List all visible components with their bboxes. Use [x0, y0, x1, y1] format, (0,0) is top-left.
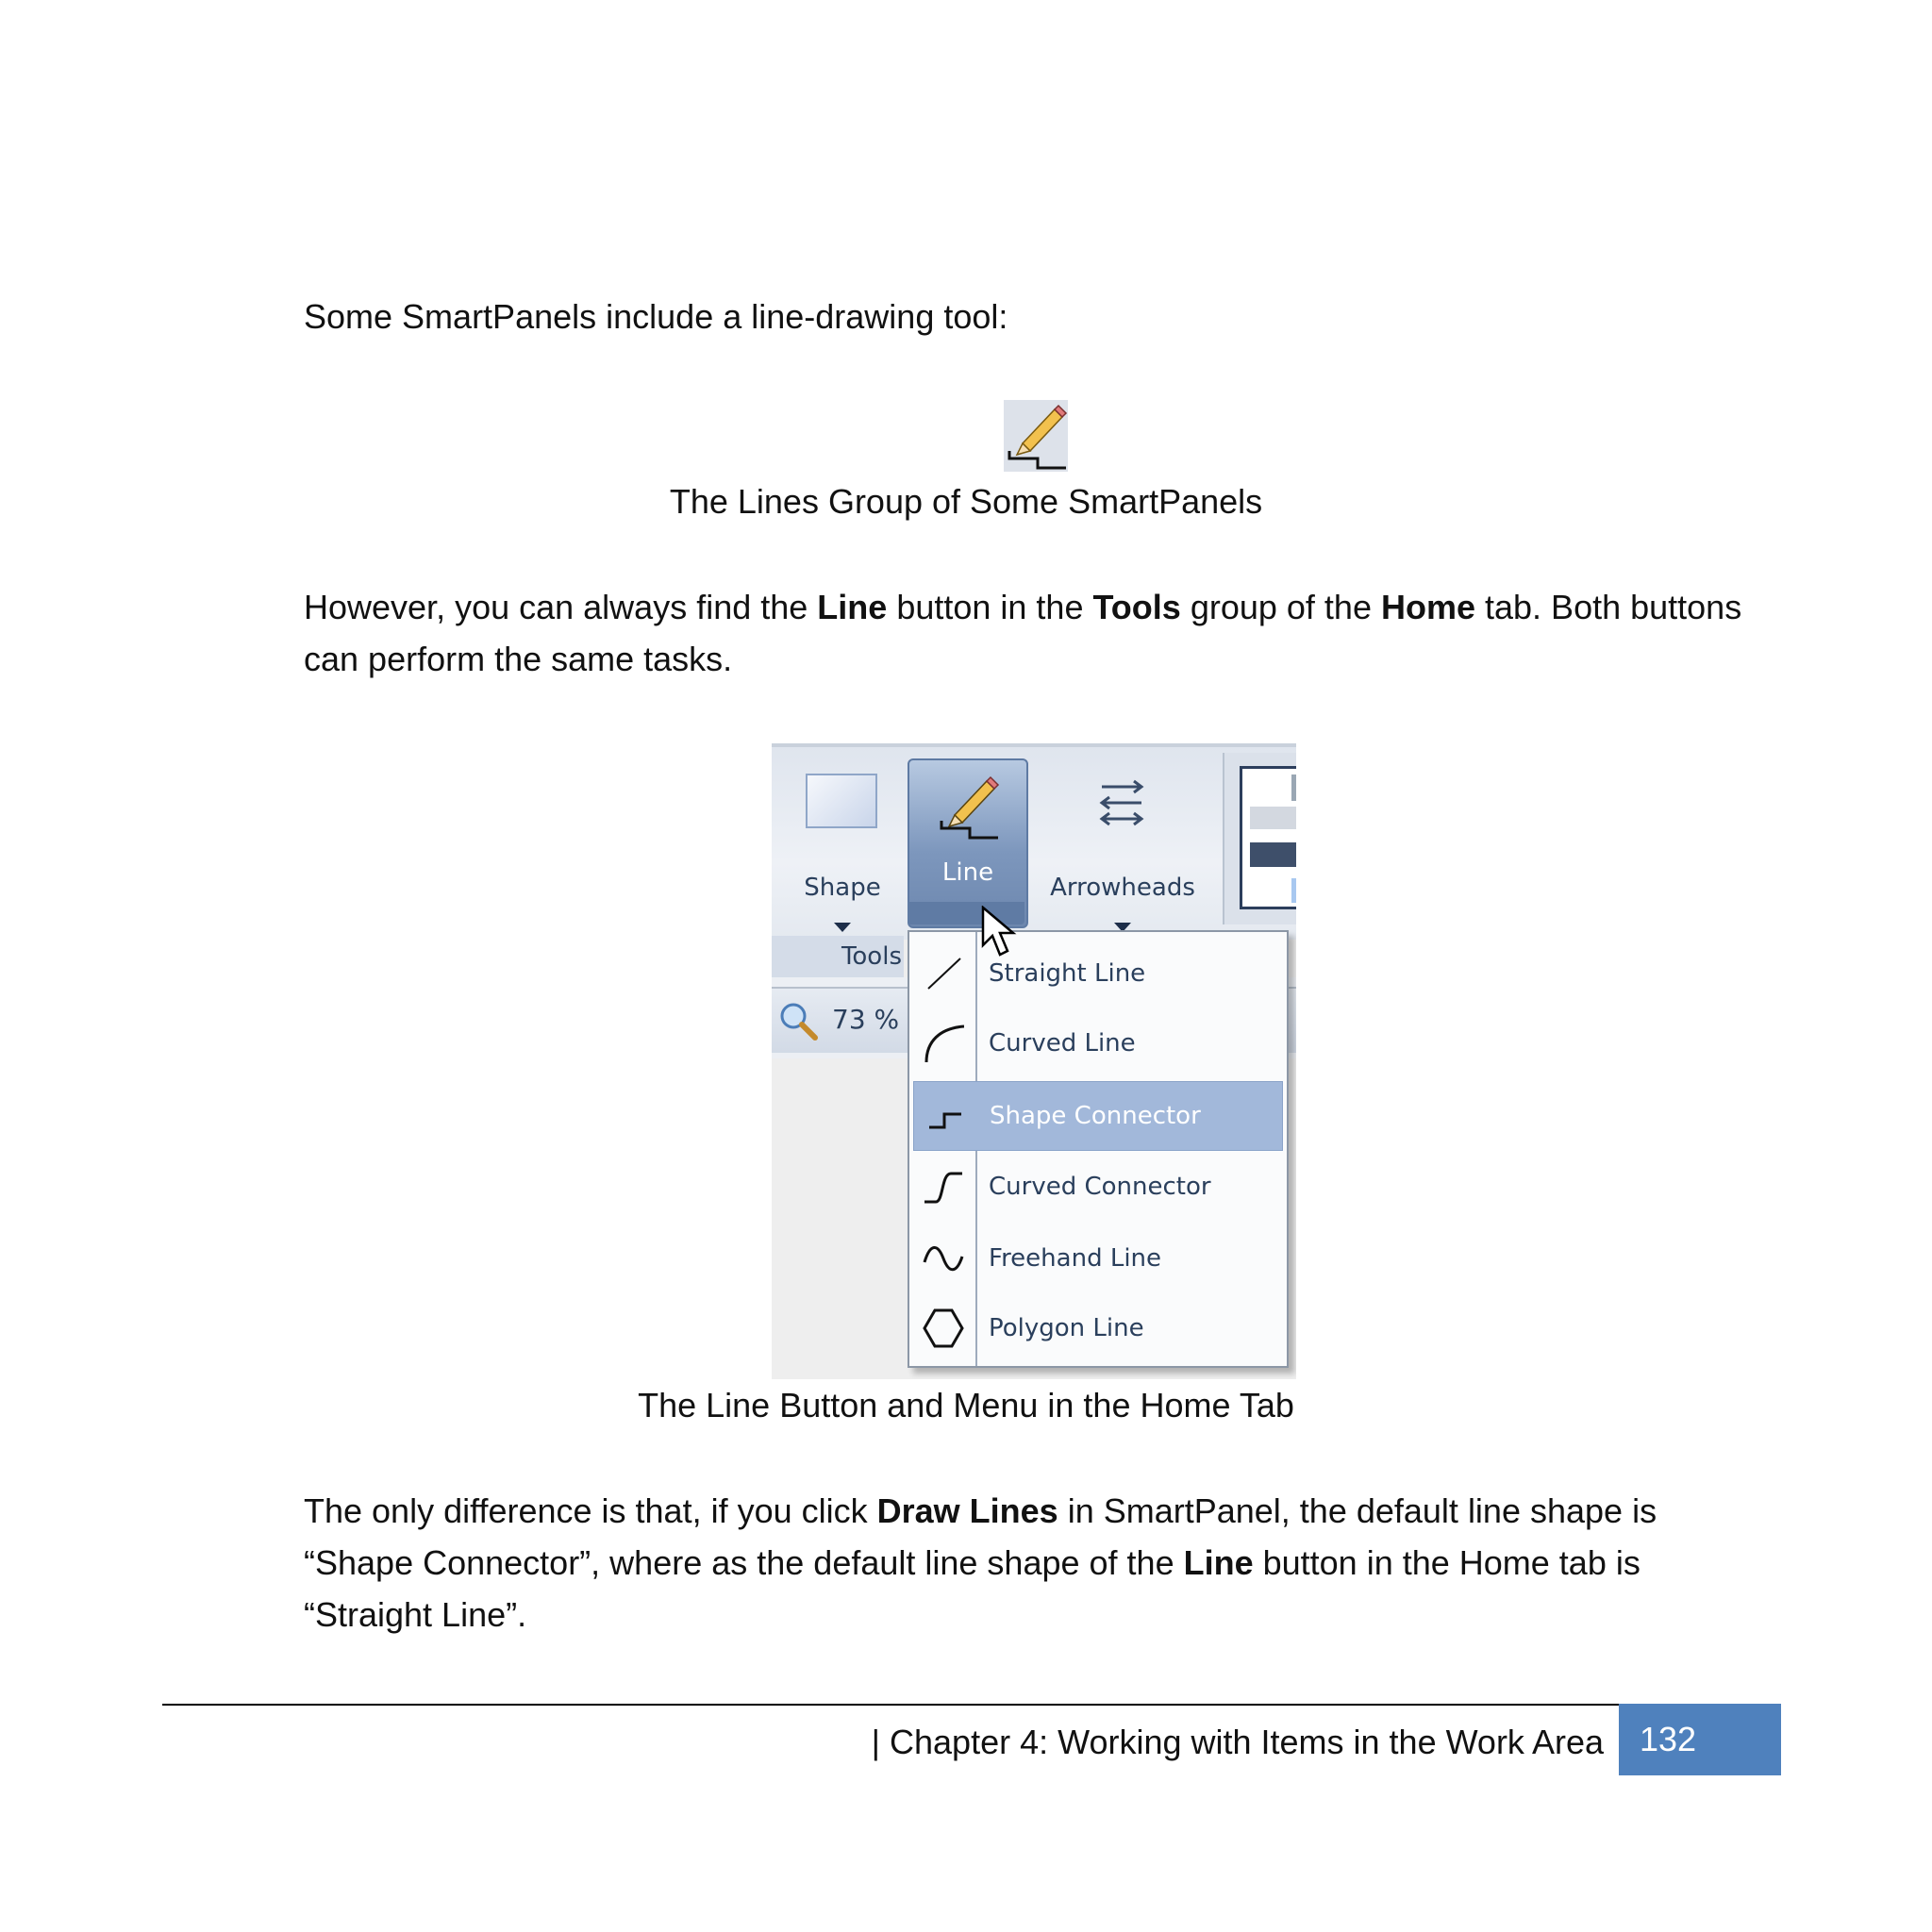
style-swatch-box [1240, 766, 1296, 909]
shape-button-label: Shape [804, 874, 881, 902]
ribbon-screenshot [772, 743, 1296, 1379]
curved-connector-icon [923, 1166, 964, 1208]
intro-text: Some SmartPanels include a line-drawing tool: [304, 297, 1008, 336]
menu-item-curved-connector[interactable] [913, 1153, 1281, 1221]
line-pencil-icon [936, 772, 1000, 843]
shape-icon [806, 774, 877, 828]
swatch-dark [1250, 842, 1296, 867]
page-number: 132 [1640, 1720, 1697, 1758]
para3-text-3: button in the Home tab is “Straight Line”. [304, 1543, 1641, 1634]
para3-text-1: The only difference is that, if you click [304, 1491, 877, 1530]
arrowheads-button-label: Arrowheads [1050, 874, 1195, 902]
footer-rule [162, 1704, 1781, 1706]
tools-paragraph [304, 581, 1775, 685]
para2-text-4: tab. Both buttons can perform the same tasks. [304, 588, 1742, 678]
footer-chapter-title: | Chapter 4: Working with Items in the Work Area [871, 1723, 1604, 1761]
para3-text-2: in SmartPanel, the default line shape is “Shape Connector”, where as the default line shape of the [304, 1491, 1657, 1582]
swatch-gray [1291, 774, 1296, 801]
menu-item-label: Shape Connector [990, 1102, 1201, 1130]
menu-item-label: Curved Line [989, 1029, 1136, 1058]
polygon-line-icon [923, 1307, 964, 1349]
difference-paragraph [304, 1485, 1775, 1641]
para3-bold-line: Line [1183, 1543, 1254, 1582]
menu-item-label: Freehand Line [989, 1244, 1162, 1273]
para2-bold-line: Line [817, 588, 888, 626]
para2-bold-tools: Tools [1092, 588, 1181, 626]
para2-text-2: button in the [887, 588, 1093, 626]
menu-item-shape-connector[interactable] [913, 1081, 1283, 1151]
para2-text-1: However, you can always find the [304, 588, 818, 626]
swatch-light [1250, 807, 1296, 829]
zoom-magnifier-icon[interactable] [777, 1000, 821, 1043]
freehand-line-icon [923, 1238, 964, 1279]
shape-chevron-down-icon [834, 923, 851, 932]
menu-item-label: Polygon Line [989, 1314, 1144, 1342]
para2-text-3: group of the [1180, 588, 1381, 626]
menu-item-label: Straight Line [989, 959, 1146, 988]
line-dropdown-menu [908, 930, 1289, 1368]
style-gallery[interactable] [1223, 753, 1296, 924]
menu-item-freehand-line[interactable] [913, 1224, 1281, 1292]
arrowheads-icon [1098, 777, 1147, 828]
menu-item-straight-line[interactable] [913, 940, 1281, 1008]
para2-bold-home: Home [1380, 588, 1475, 626]
para3-bold-draw-lines: Draw Lines [876, 1491, 1058, 1530]
tools-group-label: Tools [841, 942, 902, 971]
shape-button[interactable] [785, 760, 900, 930]
figure1-caption: The Lines Group of Some SmartPanels [669, 482, 1263, 521]
shape-connector-icon [924, 1095, 965, 1137]
mouse-cursor-icon [981, 906, 1017, 958]
menu-item-polygon-line[interactable] [913, 1294, 1281, 1362]
intro-paragraph [304, 291, 1775, 342]
line-button-label: Line [941, 858, 994, 887]
menu-item-curved-line[interactable] [913, 1009, 1281, 1077]
straight-line-icon [923, 953, 964, 994]
zoom-level: 73 % [832, 1004, 900, 1035]
lines-group-pencil-icon [1004, 400, 1068, 472]
swatch-blue [1291, 878, 1296, 903]
arrowheads-button[interactable] [1028, 760, 1217, 930]
figure2-caption: The Line Button and Menu in the Home Tab [638, 1386, 1294, 1424]
curved-line-icon [923, 1023, 964, 1064]
menu-item-label: Curved Connector [989, 1173, 1211, 1201]
page-number-box [1619, 1704, 1781, 1775]
